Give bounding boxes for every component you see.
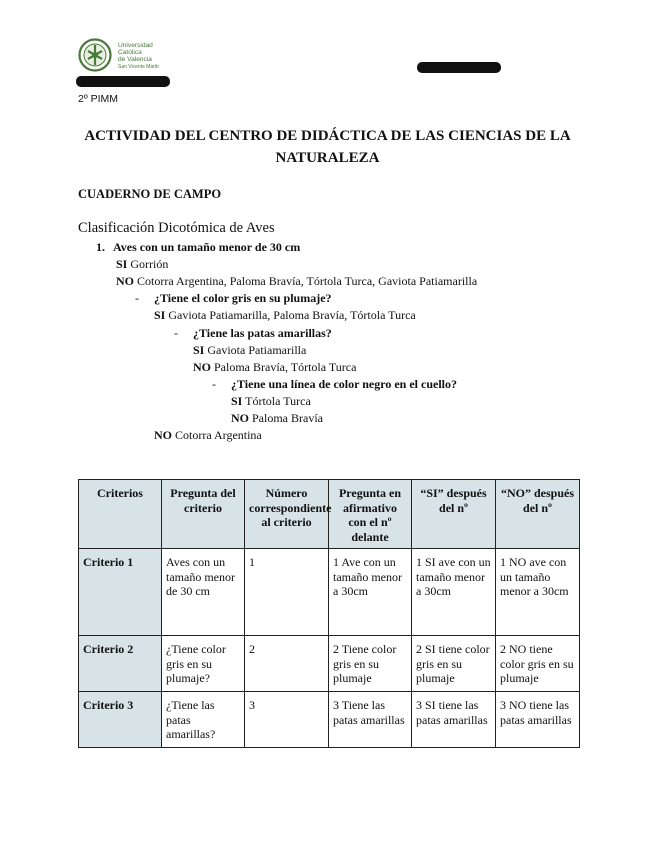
- key-q3-no: NO Paloma Bravía, Tórtola Turca: [193, 360, 357, 374]
- bullet-dash: -: [135, 291, 139, 305]
- key-question-3: ¿Tiene las patas amarillas?: [193, 326, 332, 340]
- key-question-4: ¿Tiene una línea de color negro en el cuello?: [231, 377, 457, 391]
- redacted-name: [76, 76, 170, 87]
- table-cell: 3: [245, 692, 329, 748]
- key-q4-si: SI Tórtola Turca: [231, 394, 311, 408]
- table-row: [79, 692, 580, 748]
- key-question-2: ¿Tiene el color gris en su plumaje?: [154, 291, 332, 305]
- table-header-cell: Pregunta en afirmativo con el nº delante: [329, 480, 412, 549]
- table-cell: Aves con un tamaño menor de 30 cm: [162, 549, 245, 636]
- table-header-cell: Número correspondiente al criterio: [245, 480, 329, 549]
- table-header-row: [79, 480, 580, 549]
- table-cell: 1: [245, 549, 329, 636]
- table-cell: ¿Tiene las patas amarillas?: [162, 692, 245, 748]
- key-q2-si: SI Gaviota Patiamarilla, Paloma Bravía, Tórtola Turca: [154, 308, 416, 322]
- table-cell: 1 SI ave con un tamaño menor a 30cm: [412, 549, 496, 636]
- section-title: Clasificación Dicotómica de Aves: [78, 220, 275, 236]
- table-header-cell: “SI” después del nº: [412, 480, 496, 549]
- bullet-dash: -: [212, 377, 216, 391]
- table-cell: 3 NO tiene las patas amarillas: [496, 692, 580, 748]
- course-label: 2º PIMM: [78, 93, 119, 105]
- table-row: [79, 636, 580, 692]
- table-cell: 2 Tiene color gris en su plumaje: [329, 636, 412, 692]
- key-question-1: 1. Aves con un tamaño menor de 30 cm: [96, 240, 301, 254]
- table-header-cell: Pregunta del criterio: [162, 480, 245, 549]
- key-q1-si: SI Gorrión: [116, 257, 169, 271]
- page-title: ACTIVIDAD DEL CENTRO DE DIDÁCTICA DE LAS CIENCIAS DE LA NATURALEZA: [84, 128, 571, 166]
- table-cell: Criterio 3: [79, 692, 162, 748]
- table-header-cell: Criterios: [79, 480, 162, 549]
- key-q1-no: NO Cotorra Argentina, Paloma Bravía, Tórtola Turca, Gaviota Patiamarilla: [116, 274, 478, 288]
- notebook-subtitle: CUADERNO DE CAMPO: [78, 187, 222, 201]
- criteria-table: [78, 479, 580, 748]
- key-q4-no: NO Paloma Bravía: [231, 411, 323, 425]
- table-row: [79, 549, 580, 636]
- table-cell: ¿Tiene color gris en su plumaje?: [162, 636, 245, 692]
- table-cell: 3 SI tiene las patas amarillas: [412, 692, 496, 748]
- table-cell: 2 NO tiene color gris en su plumaje: [496, 636, 580, 692]
- redacted-student: [417, 62, 501, 73]
- table-cell: 2 SI tiene color gris en su plumaje: [412, 636, 496, 692]
- logo-text: Universidad Católica de Valencia San Vicente Mártir: [118, 42, 160, 70]
- table-cell: Criterio 1: [79, 549, 162, 636]
- table-cell: 1 Ave con un tamaño menor a 30cm: [329, 549, 412, 636]
- university-seal-icon: [78, 38, 114, 72]
- key-q3-si: SI Gaviota Patiamarilla: [193, 343, 307, 357]
- table-cell: 3 Tiene las patas amarillas: [329, 692, 412, 748]
- table-header-cell: “NO” después del nº: [496, 480, 580, 549]
- table-cell: 2: [245, 636, 329, 692]
- bullet-dash: -: [174, 326, 178, 340]
- key-q2-no: NO Cotorra Argentina: [154, 428, 262, 442]
- table-cell: Criterio 2: [79, 636, 162, 692]
- table-cell: 1 NO ave con un tamaño menor a 30cm: [496, 549, 580, 636]
